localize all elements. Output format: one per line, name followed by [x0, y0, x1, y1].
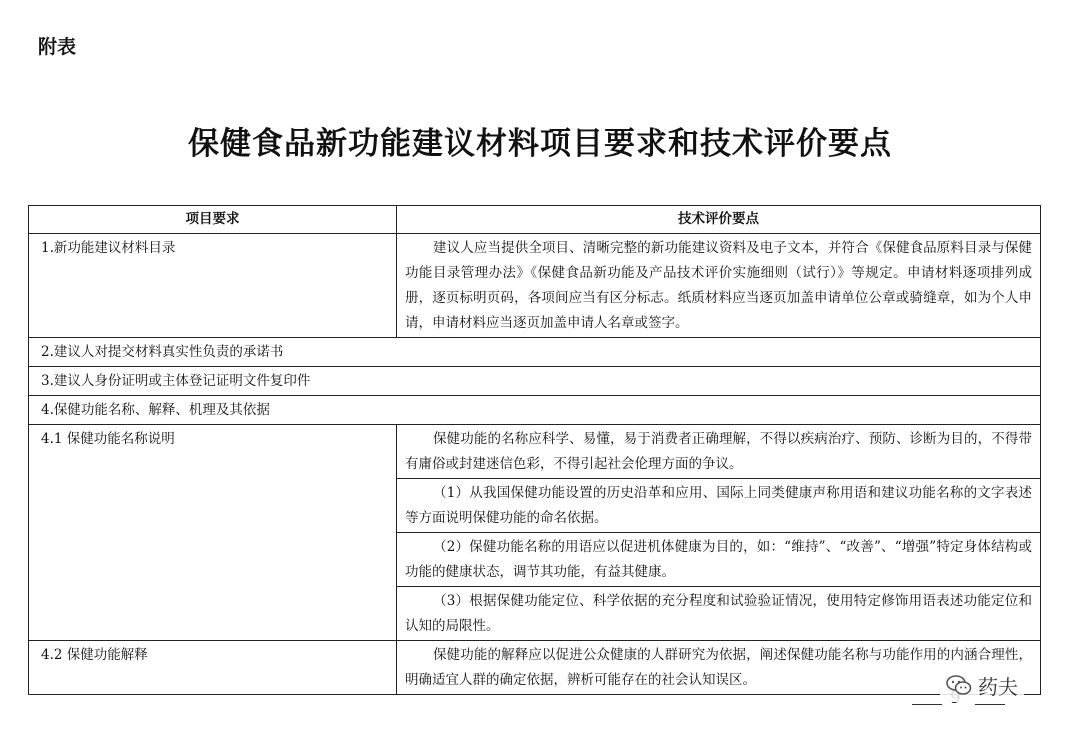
watermark-text: 药夫	[978, 674, 1018, 699]
item-cell: 3.建议人身份证明或主体登记证明文件复印件	[29, 367, 1041, 396]
item-cell: 4.1 保健功能名称说明	[29, 425, 397, 641]
tech-cell: （1）从我国保健功能设置的历史沿革和应用、国际上同类健康声称用语和建议功能名称的文字表述等方面说明保健功能的命名依据。	[397, 479, 1041, 533]
header-item-requirements: 项目要求	[29, 206, 397, 234]
tech-cell: （2）保健功能名称的用语应以促进机体健康为目的，如：“维持”、“改善”、“增强”特定身体结构或功能的健康状态，调节其功能，有益其健康。	[397, 533, 1041, 587]
item-cell: 4.2 保健功能解释	[29, 641, 397, 695]
wechat-icon	[946, 674, 972, 696]
header-tech-evaluation: 技术评价要点	[397, 206, 1041, 234]
table-row	[29, 396, 1041, 425]
item-cell: 1.新功能建议材料目录	[29, 234, 397, 338]
page-dash-left	[912, 704, 942, 705]
table-row	[29, 367, 1041, 396]
table-row	[29, 641, 1041, 695]
table-row	[29, 234, 1041, 338]
item-cell: 4.保健功能名称、解释、机理及其依据	[29, 396, 1041, 425]
requirements-table	[28, 205, 1041, 695]
tech-cell: 保健功能的名称应科学、易懂，易于消费者正确理解，不得以疾病治疗、预防、诊断为目的，不得带有庸俗或封建迷信色彩，不得引起社会伦理方面的争议。	[397, 425, 1041, 479]
item-cell: 2.建议人对提交材料真实性负责的承诺书	[29, 338, 1041, 367]
table-header-row	[29, 206, 1041, 234]
page-dash-right	[975, 704, 1005, 705]
tech-cell: 保健功能的解释应以促进公众健康的人群研究为依据，阐述保健功能名称与功能作用的内涵合理性，明确适宜人群的确定依据，辨析可能存在的社会认知误区。	[397, 641, 1041, 695]
attachment-label: 附表	[38, 36, 77, 58]
table-row	[29, 425, 1041, 479]
tech-cell: （3）根据保健功能定位、科学依据的充分程度和试验验证情况，使用特定修饰用语表述功能定位和认知的局限性。	[397, 587, 1041, 641]
table-row	[29, 338, 1041, 367]
watermark	[940, 668, 1024, 702]
document-title: 保健食品新功能建议材料项目要求和技术评价要点	[188, 126, 892, 162]
tech-cell: 建议人应当提供全项目、清晰完整的新功能建议资料及电子文本，并符合《保健食品原料目录与保健功能目录管理办法》《保健食品新功能及产品技术评价实施细则（试行）》等规定。申请材料逐项排列成册，逐页标明页码，各项间应当有区分标志。纸质材料应当逐页加盖申请单位公章或骑缝章，如为个人申请，申请材料应当逐页加盖申请人名章或签字。	[397, 234, 1041, 338]
